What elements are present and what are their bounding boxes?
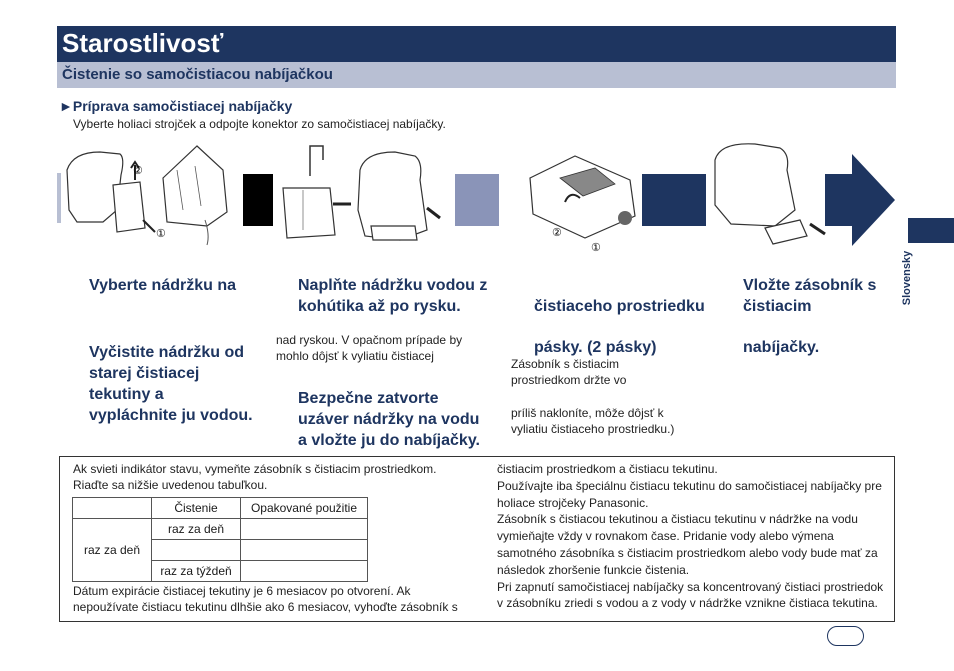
tap-fill-illustration [283, 146, 351, 238]
insert-tank-illustration [358, 152, 440, 240]
charger-remove-tank-illustration [67, 152, 155, 232]
language-label: Slovensky [901, 250, 914, 306]
step2-note: nad ryskou. V opačnom prípade by mohlo dôjsť k vyliatiu čistiacej [276, 333, 463, 363]
step2-text-a: Naplňte nádržku vodou z kohútika až po rysku. [298, 277, 488, 315]
table-header: Čistenie [152, 498, 241, 519]
step-connector-2 [455, 174, 499, 226]
step3-text-a: čistiaceho prostriedku [534, 298, 705, 315]
step3-label-1: ① [591, 242, 601, 254]
table-header-row [73, 498, 368, 519]
language-label-wrap [900, 244, 930, 324]
prep-intro: Vyberte holiaci strojček a odpojte konektor zo samočistiacej nabíjačky. [73, 117, 446, 131]
title-bar [57, 26, 896, 62]
step3-note-1: Zásobník s čistiacim prostriedkom držte vo [511, 357, 627, 387]
step1-label-2: ② [133, 165, 143, 177]
section-subtitle: Čistenie so samočistiacou nabíjačkou [62, 66, 333, 83]
step-marker [57, 173, 61, 223]
table-header: Opakované použitie [241, 498, 368, 519]
next-page-arrow-icon [825, 154, 895, 246]
table-row [73, 519, 368, 540]
notes-left-top: Ak svieti indikátor stavu, vymeňte zásobník s čistiacim prostriedkom. Riaďte sa nižšie uvedenou tabuľkou. [73, 462, 437, 492]
step3-text-b: pásky. (2 pásky) [534, 339, 657, 356]
step1-text-a: Vyberte nádržku na [89, 277, 237, 294]
table-row-group-label: raz za deň [73, 519, 152, 582]
subtitle-bar [57, 62, 896, 88]
table-cell [241, 519, 368, 540]
insert-cartridge-illustration [715, 144, 825, 244]
step2-text-b: Bezpečne zatvorte uzáver nádržky na vodu a vložte ju do nabíjačky. [298, 390, 480, 449]
table-cell [152, 540, 241, 561]
step1-label-1: ① [156, 228, 166, 240]
step3-note-2: príliš nakloníte, môže dôjsť k vyliatiu čistiaceho prostriedku.) [511, 406, 675, 436]
tank-rinse-illustration [163, 146, 227, 245]
step-connector [243, 174, 273, 226]
table-cell: raz za deň [152, 519, 241, 540]
cartridge-seal-illustration [530, 156, 635, 238]
table-cell [241, 540, 368, 561]
page-number-oval [827, 626, 864, 646]
page-title: Starostlivosť [62, 28, 224, 58]
prep-heading: ►Príprava samočistiacej nabíjačky [59, 98, 293, 114]
step3-label-2: ② [552, 227, 562, 239]
step1-text-b: Vyčistite nádržku od starej čistiacej tekutiny a vypláchnite ju vodou. [89, 344, 253, 424]
step-connector [642, 174, 706, 226]
table-cell [241, 561, 368, 582]
notes-left-bottom: Dátum expirácie čistiacej tekutiny je 6 mesiacov po otvorení. Ak nepoužívate čistiacu tekutinu dlhšie ako 6 mesiacov, vyhoďte zásobník s [73, 584, 458, 614]
table-header [73, 498, 152, 519]
table-cell: raz za týždeň [152, 561, 241, 582]
replacement-table [72, 497, 368, 582]
step4-text-a: Vložte zásobník s čistiacim [743, 277, 877, 315]
notes-right: čistiacim prostriedkom a čistiacu tekutinu. Používajte iba špeciálnu čistiacu tekutinu do samočistiacej nabíjačky pre holiace strojčeky Panasonic. Zásobník s čistiacou tekutinou a čistiacu tekutinu v nádržke na vodu vymieňajte vždy v rovnakom čase. Pridanie vody alebo výmena samotného zásobníka s čistiacim prostriedkom alebo vody bude mať za následok zhoršenie funkcie čistenia. Pri zapnutí samočistiacej nabíjačky sa koncentrovaný čistiaci prostriedok v zásobníku zriedi s vodou a z vody v nádržke vznikne čistiaca tekutina. [497, 462, 884, 611]
language-tab [908, 218, 954, 243]
step4-text-b: nabíjačky. [743, 339, 820, 356]
